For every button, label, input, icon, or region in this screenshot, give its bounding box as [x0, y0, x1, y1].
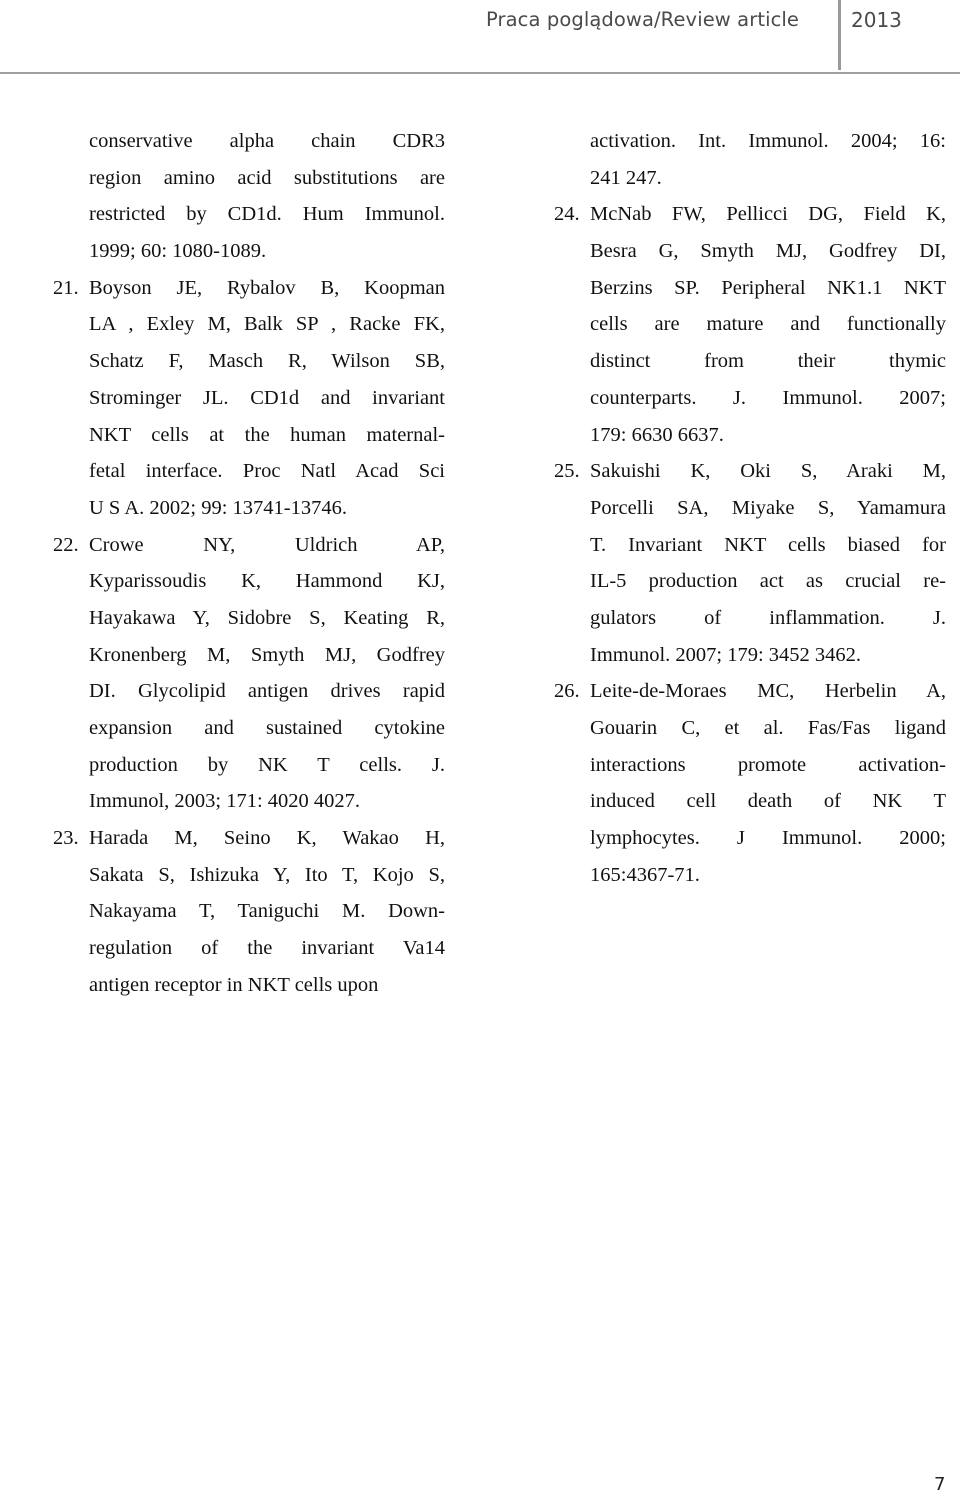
- reference-line: [89, 233, 445, 270]
- reference-text: 1999; 60: 1080-1089.: [89, 240, 267, 263]
- reference-line: [590, 527, 946, 564]
- reference-line: [590, 123, 946, 160]
- reference-line: [89, 380, 445, 417]
- reference-text: U S A. 2002; 99: 13741-13746.: [89, 496, 347, 519]
- reference-entry: [89, 123, 445, 270]
- reference-text: region amino acid substitutions are: [89, 166, 445, 189]
- reference-entry: [554, 673, 946, 893]
- reference-line: [89, 196, 445, 233]
- reference-line: [89, 710, 445, 747]
- reference-entry: [53, 270, 445, 527]
- reference-entry: [554, 196, 946, 453]
- reference-line: [89, 600, 445, 637]
- reference-text: lymphocytes. J Immunol. 2000;: [590, 827, 946, 850]
- reference-text: Strominger JL. CD1d and invariant: [89, 386, 445, 409]
- reference-text: Hayakawa Y, Sidobre S, Keating R,: [89, 606, 445, 629]
- reference-line: [590, 270, 946, 307]
- reference-text: Sakuishi K, Oki S, Araki M,: [590, 460, 946, 483]
- reference-line: [590, 710, 946, 747]
- reference-number: 21.: [53, 276, 79, 299]
- reference-text: antigen receptor in NKT cells upon: [89, 973, 379, 996]
- reference-number: 23.: [53, 827, 79, 850]
- reference-line: [89, 453, 445, 490]
- reference-text: Sakata S, Ishizuka Y, Ito T, Kojo S,: [89, 863, 445, 886]
- reference-text: T. Invariant NKT cells biased for: [590, 533, 946, 556]
- reference-line: [590, 417, 946, 454]
- reference-line: [590, 857, 946, 894]
- reference-text: NKT cells at the human maternal-: [89, 423, 445, 446]
- reference-line: [590, 637, 946, 674]
- reference-text: fetal interface. Proc Natl Acad Sci: [89, 460, 445, 483]
- reference-text: conservative alpha chain CDR3: [89, 130, 445, 152]
- reference-line: [89, 893, 445, 930]
- reference-text: Porcelli SA, Miyake S, Yamamura: [590, 496, 946, 519]
- reference-line: [590, 343, 946, 380]
- reference-text: Besra G, Smyth MJ, Godfrey DI,: [590, 240, 946, 263]
- reference-text: Immunol. 2007; 179: 3452 3462.: [590, 643, 862, 666]
- reference-text: production by NK T cells. J.: [89, 753, 445, 776]
- reference-line: [590, 783, 946, 820]
- reference-text: Immunol, 2003; 171: 4020 4027.: [89, 790, 361, 813]
- reference-line: [89, 673, 445, 710]
- right-reference-column: [554, 123, 946, 893]
- reference-line: [590, 600, 946, 637]
- reference-number: 24.: [554, 203, 580, 226]
- reference-text: Gouarin C, et al. Fas/Fas ligand: [590, 717, 946, 739]
- reference-line: [89, 930, 445, 967]
- reference-text: Schatz F, Masch R, Wilson SB,: [89, 350, 445, 373]
- reference-text: Kyparissoudis K, Hammond KJ,: [89, 570, 445, 593]
- reference-line: [590, 747, 946, 784]
- reference-text: interactions promote activation-: [590, 753, 946, 776]
- reference-line: [590, 820, 946, 857]
- reference-text: Nakayama T, Taniguchi M. Down-: [89, 900, 445, 923]
- reference-line: [590, 490, 946, 527]
- reference-text: gulators of inflammation. J.: [590, 606, 946, 629]
- page-number: 7: [934, 1474, 946, 1495]
- reference-text: expansion and sustained cytokine: [89, 717, 445, 739]
- page-header: [0, 0, 960, 48]
- left-reference-column: [53, 123, 445, 1004]
- reference-line: [89, 967, 445, 1004]
- header-vertical-rule: [838, 0, 841, 70]
- reference-line: [590, 160, 946, 197]
- reference-line: [89, 783, 445, 820]
- reference-text: 179: 6630 6637.: [590, 423, 724, 446]
- header-horizontal-rule: [0, 72, 960, 74]
- reference-line: [89, 343, 445, 380]
- reference-line: [590, 306, 946, 343]
- reference-text: Kronenberg M, Smyth MJ, Godfrey: [89, 643, 445, 666]
- reference-text: Boyson JE, Rybalov B, Koopman: [89, 276, 445, 299]
- reference-text: counterparts. J. Immunol. 2007;: [590, 386, 946, 409]
- reference-entry: [554, 453, 946, 673]
- reference-line: [89, 747, 445, 784]
- reference-number: 26.: [554, 680, 580, 703]
- reference-entry: [590, 123, 946, 196]
- reference-text: 165:4367-71.: [590, 863, 700, 886]
- reference-number: 22.: [53, 533, 79, 556]
- reference-text: Crowe NY, Uldrich AP,: [89, 533, 445, 556]
- reference-text: McNab FW, Pellicci DG, Field K,: [590, 203, 946, 226]
- reference-line: [89, 857, 445, 894]
- reference-line: [590, 563, 946, 600]
- reference-text: regulation of the invariant Va14: [89, 937, 445, 960]
- reference-number: 25.: [554, 460, 580, 483]
- reference-line: [590, 380, 946, 417]
- reference-entry: [53, 527, 445, 821]
- reference-text: Leite-de-Moraes MC, Herbelin A,: [590, 680, 946, 703]
- reference-entry: [53, 820, 445, 1003]
- reference-text: cells are mature and functionally: [590, 313, 946, 336]
- journal-year: 2013: [851, 8, 902, 32]
- reference-line: [53, 820, 445, 857]
- reference-line: [590, 233, 946, 270]
- reference-line: [53, 270, 445, 307]
- reference-line: [89, 160, 445, 197]
- reference-text: 241 247.: [590, 166, 662, 189]
- reference-text: induced cell death of NK T: [590, 790, 946, 813]
- journal-section-title: Praca poglądowa/Review article: [486, 8, 800, 31]
- reference-line: [89, 563, 445, 600]
- reference-text: IL-5 production act as crucial re-: [590, 570, 946, 593]
- reference-line: [89, 490, 445, 527]
- reference-line: [554, 453, 946, 490]
- reference-text: activation. Int. Immunol. 2004; 16:: [590, 130, 946, 152]
- reference-line: [89, 306, 445, 343]
- reference-line: [89, 123, 445, 160]
- reference-line: [554, 673, 946, 710]
- reference-text: Berzins SP. Peripheral NK1.1 NKT: [590, 276, 946, 299]
- reference-line: [554, 196, 946, 233]
- reference-line: [89, 637, 445, 674]
- reference-text: DI. Glycolipid antigen drives rapid: [89, 680, 445, 703]
- reference-text: Harada M, Seino K, Wakao H,: [89, 827, 445, 850]
- reference-text: distinct from their thymic: [590, 350, 946, 373]
- reference-line: [53, 527, 445, 564]
- reference-line: [89, 417, 445, 454]
- reference-text: LA , Exley M, Balk SP , Racke FK,: [89, 313, 445, 336]
- reference-text: restricted by CD1d. Hum Immunol.: [89, 203, 445, 226]
